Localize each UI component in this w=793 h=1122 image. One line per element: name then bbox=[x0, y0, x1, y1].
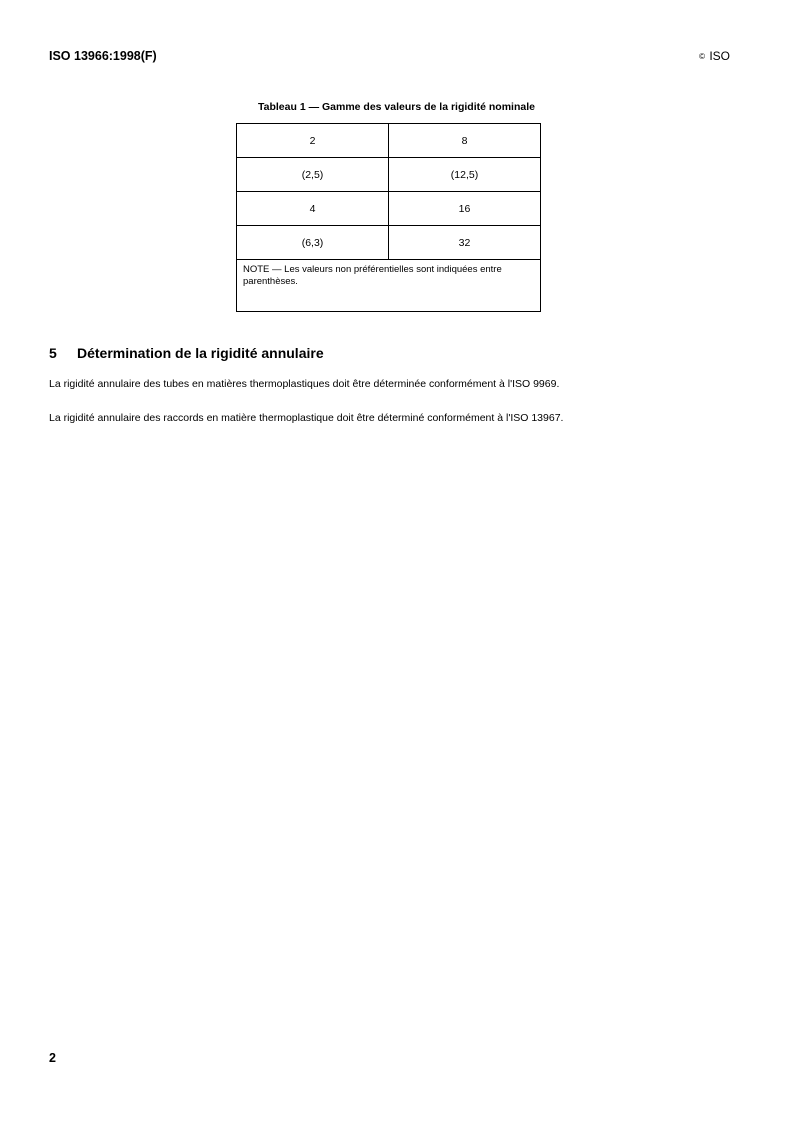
table-cell: (2,5) bbox=[237, 158, 389, 192]
table-cell: 2 bbox=[237, 124, 389, 158]
table-row bbox=[237, 124, 541, 158]
table-cell: 8 bbox=[389, 124, 541, 158]
table-cell: 16 bbox=[389, 192, 541, 226]
table-cell: (6,3) bbox=[237, 226, 389, 260]
page-number: 2 bbox=[49, 1051, 56, 1065]
copyright-notice bbox=[699, 49, 730, 63]
table-cell: 4 bbox=[237, 192, 389, 226]
paragraph-tubes: La rigidité annulaire des tubes en matières thermoplastiques doit être déterminée conformément à l'ISO 9969. bbox=[49, 378, 560, 390]
table-row bbox=[237, 226, 541, 260]
copyright-org: ISO bbox=[709, 49, 730, 63]
section-number: 5 bbox=[49, 345, 57, 361]
section-heading bbox=[49, 345, 324, 361]
paragraph-fittings: La rigidité annulaire des raccords en matière thermoplastique doit être déterminé conformément à l'ISO 13967. bbox=[49, 412, 564, 424]
table-note bbox=[237, 260, 541, 312]
document-id: ISO 13966:1998(F) bbox=[49, 49, 157, 63]
table-row bbox=[237, 192, 541, 226]
copyright-symbol: © bbox=[699, 52, 705, 61]
table-row bbox=[237, 158, 541, 192]
table-note-row bbox=[237, 260, 541, 312]
section-title: Détermination de la rigidité annulaire bbox=[77, 345, 324, 361]
stiffness-values-table bbox=[236, 123, 541, 312]
table-note-text: NOTE — Les valeurs non préférentielles sont indiquées entre parenthèses. bbox=[243, 264, 502, 287]
table-cell: 32 bbox=[389, 226, 541, 260]
table-caption: Tableau 1 — Gamme des valeurs de la rigidité nominale bbox=[258, 101, 535, 113]
table-cell: (12,5) bbox=[389, 158, 541, 192]
